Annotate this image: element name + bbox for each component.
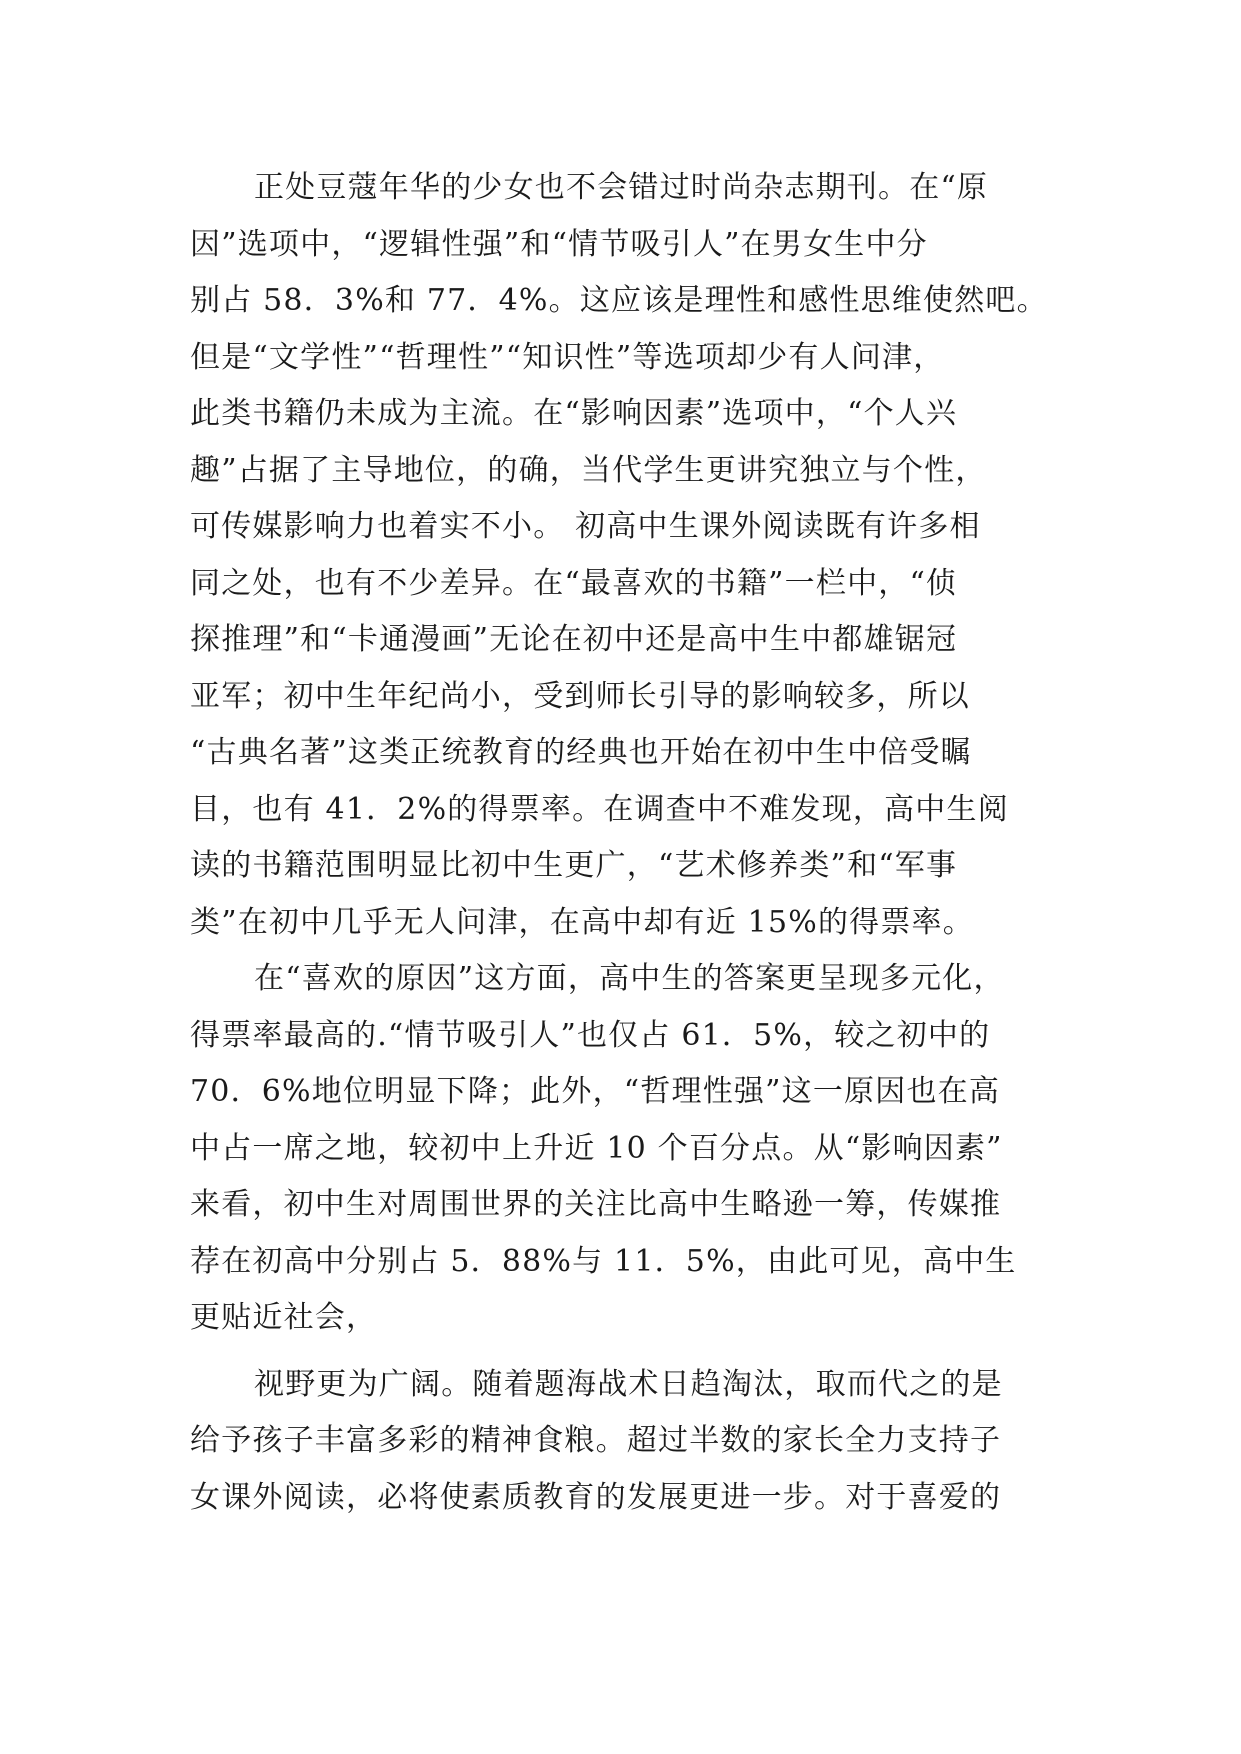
text-line: 在“喜欢的原因”这方面，高中生的答案更呈现多元化， <box>254 961 1005 996</box>
text-line: 同之处，也有不少差异。在“最喜欢的书籍”一栏中，“侦 <box>190 565 958 601</box>
text-line: 别占 58．3%和 77．4%。这应该是理性和感性思维使然吧。 <box>190 283 1048 318</box>
text-line: 趣”占据了主导地位，的确，当代学生更讲究独立与个性， <box>190 452 987 488</box>
text-line: 中占一席之地，较初中上升近 10 个百分点。从“影响因素” <box>190 1130 1003 1166</box>
document-body <box>190 160 1070 1526</box>
paragraph-spacer <box>190 1347 1070 1357</box>
text-line: 70．6%地位明显下降；此外，“哲理性强”这一原因也在高 <box>190 1074 1001 1109</box>
text-line: 可传媒影响力也着实不小。 初高中生课外阅读既有许多相 <box>190 509 981 544</box>
text-line: 探推理”和“卡通漫画”无论在初中还是高中生中都雄锯冠 <box>190 622 958 657</box>
text-line: 正处豆蔻年华的少女也不会错过时尚杂志期刊。在“原 <box>254 170 989 205</box>
text-line: 来看，初中生对周围世界的关注比高中生略逊一筹，传媒推 <box>190 1187 1002 1222</box>
text-line: 给予孩子丰富多彩的精神食粮。超过半数的家长全力支持子 <box>190 1423 1002 1458</box>
paragraph-3 <box>190 1357 1070 1527</box>
text-line: 女课外阅读，必将使素质教育的发展更进一步。对于喜爱的 <box>190 1479 1002 1515</box>
text-line: 目，也有 41．2%的得票率。在调查中不难发现，高中生阅 <box>190 791 1009 827</box>
text-line: 荐在初高中分别占 5．88%与 11．5%，由此可见，高中生 <box>190 1243 1017 1279</box>
text-line: 类”在初中几乎无人问津，在高中却有近 15%的得票率。 <box>190 904 974 940</box>
text-line: 视野更为广阔。随着题海战术日趋淘汰，取而代之的是 <box>254 1366 1003 1402</box>
text-line: 此类书籍仍未成为主流。在“影响因素”选项中，“个人兴 <box>190 396 958 431</box>
text-line: 得票率最高的.“情节吸引人”也仅占 61．5%，较之初中的 <box>190 1017 991 1053</box>
text-line: 但是“文学性”“哲理性”“知识性”等选项却少有人问津， <box>190 339 945 375</box>
paragraph-1 <box>190 160 1070 951</box>
paragraph-2 <box>190 951 1070 1347</box>
text-line: 读的书籍范围明显比初中生更广，“艺术修养类”和“军事 <box>190 848 958 883</box>
text-line: 亚军；初中生年纪尚小，受到师长引导的影响较多，所以 <box>190 678 970 714</box>
text-line: 更贴近社会， <box>190 1300 378 1335</box>
text-line: “古典名著”这类正统教育的经典也开始在初中生中倍受瞩 <box>190 735 972 770</box>
text-line: 因”选项中，“逻辑性强”和“情节吸引人”在男女生中分 <box>190 226 928 262</box>
